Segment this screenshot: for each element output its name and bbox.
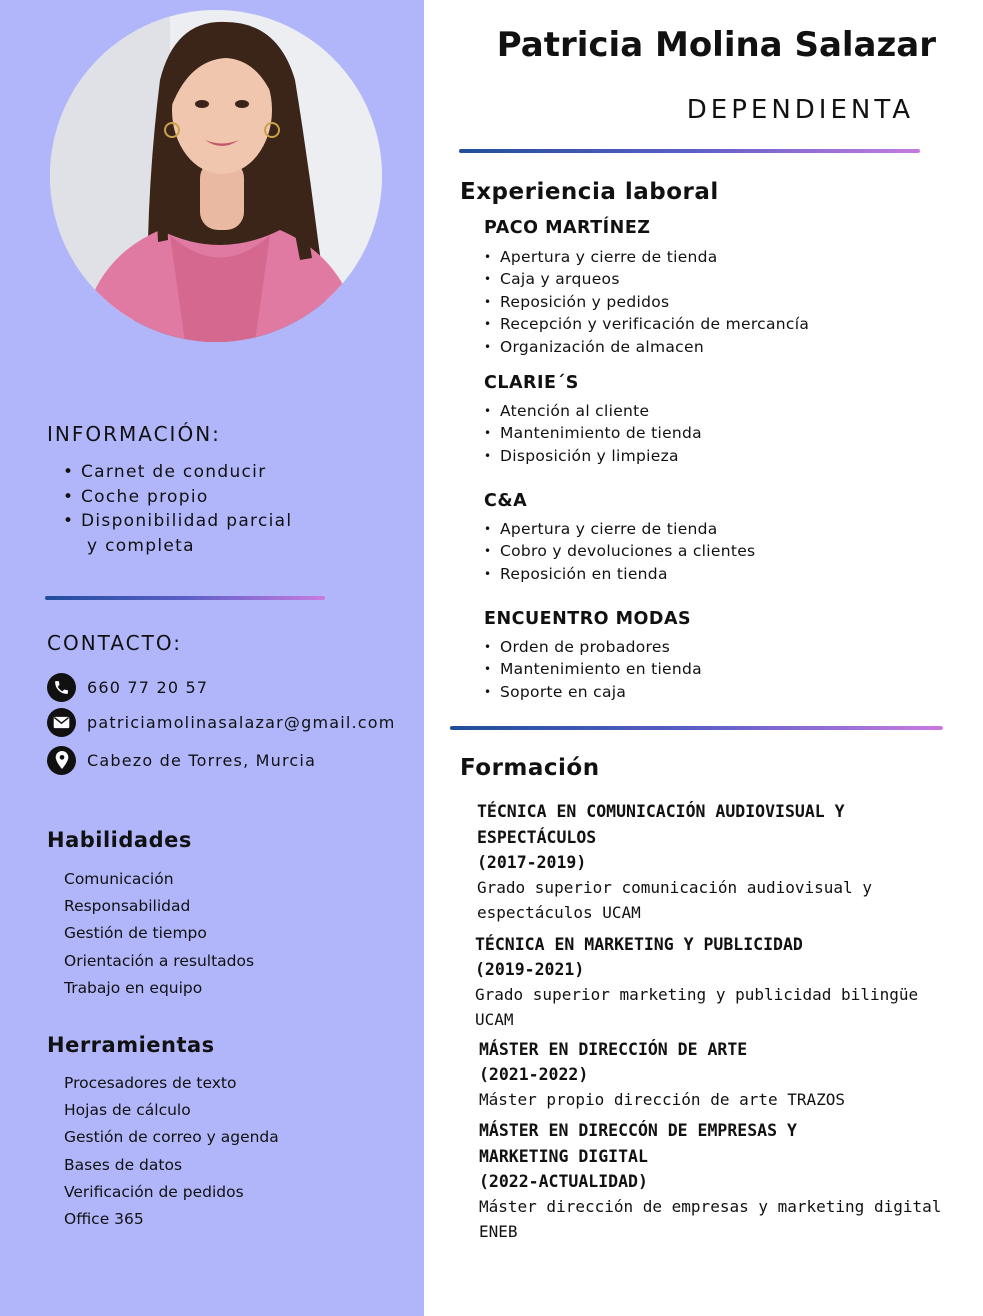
skill-item: Gestión de tiempo: [64, 924, 207, 943]
job-company: ENCUENTRO MODAS: [484, 609, 692, 629]
job-task: • Atención al cliente: [484, 400, 702, 422]
job-task: • Reposición y pedidos: [484, 291, 809, 313]
person-name: Patricia Molina Salazar: [496, 25, 936, 65]
job-task: • Organización de almacen: [484, 336, 809, 358]
job-task: • Orden de probadores: [484, 636, 702, 658]
job-task: • Mantenimiento en tienda: [484, 658, 702, 680]
phone-icon: [47, 673, 76, 702]
contact-location-row: [47, 745, 316, 775]
education-years: (2022-ACTUALIDAD): [479, 1172, 648, 1191]
job-tasks: [484, 246, 809, 358]
education-title: TÉCNICA EN COMUNICACIÓN AUDIOVISUAL Y: [477, 802, 845, 821]
profile-photo: [50, 10, 382, 342]
job-task: • Mantenimiento de tienda: [484, 422, 702, 444]
education-title: MÁSTER EN DIRECCÓN DE EMPRESAS Y: [479, 1121, 797, 1140]
education-heading: Formación: [460, 755, 600, 781]
info-item: • Carnet de conducir: [63, 460, 292, 485]
email-icon: [47, 708, 76, 737]
job-role: DEPENDIENTA: [686, 95, 914, 125]
skills-list: [64, 866, 254, 1002]
skills-heading: Habilidades: [47, 828, 192, 852]
tool-item: Procesadores de texto: [64, 1074, 237, 1092]
sidebar: [0, 0, 424, 1316]
info-heading: INFORMACIÓN:: [47, 422, 221, 446]
job-task: • Reposición en tienda: [484, 563, 755, 585]
info-item: • Coche propio: [63, 485, 292, 510]
education-title: MARKETING DIGITAL: [479, 1147, 648, 1166]
tools-heading: Herramientas: [47, 1033, 215, 1057]
skill-item: Responsabilidad: [64, 897, 191, 916]
education-desc: Grado superior marketing y publicidad bilingüe: [475, 985, 919, 1004]
skill-item: Comunicación: [64, 870, 174, 888]
contact-heading: CONTACTO:: [47, 631, 182, 655]
job-task: • Cobro y devoluciones a clientes: [484, 540, 755, 562]
job-task: • Soporte en caja: [484, 681, 702, 703]
education-years: (2017-2019): [477, 853, 587, 872]
job-tasks: [484, 518, 755, 585]
info-list: [63, 460, 292, 558]
education-years: (2021-2022): [479, 1065, 589, 1084]
education-desc: Grado superior comunicación audiovisual y: [477, 878, 872, 897]
job-company: PACO MARTÍNEZ: [484, 218, 651, 238]
education-desc: ENEB: [479, 1222, 518, 1241]
job-tasks: [484, 636, 702, 703]
education-title: ESPECTÁCULOS: [477, 828, 597, 847]
header-divider: [459, 149, 920, 153]
job-tasks: [484, 400, 702, 467]
skill-item: Trabajo en equipo: [64, 978, 203, 997]
tool-item: Verificación de pedidos: [64, 1182, 244, 1201]
contact-email[interactable]: patriciamolinasalazar@gmail.com: [87, 712, 396, 732]
tool-item: Bases de datos: [64, 1155, 183, 1174]
education-item: [477, 799, 957, 925]
job-company: CLARIE´S: [484, 373, 579, 393]
contact-phone[interactable]: 660 77 20 57: [87, 677, 209, 697]
tool-item: Office 365: [64, 1210, 144, 1229]
job-task: • Disposición y limpieza: [484, 445, 702, 467]
education-item: [479, 1118, 959, 1244]
contact-email-row: [47, 707, 396, 737]
info-item-continuation: y completa: [87, 535, 195, 556]
tool-item: Gestión de correo y agenda: [64, 1128, 279, 1147]
job-task: • Recepción y verificación de mercancía: [484, 313, 809, 335]
job-company: C&A: [484, 491, 528, 511]
education-desc: Máster dirección de empresas y marketing digital: [479, 1197, 942, 1216]
education-title: MÁSTER EN DIRECCIÓN DE ARTE: [479, 1040, 748, 1059]
section-divider: [450, 726, 943, 730]
skill-item: Orientación a resultados: [64, 951, 255, 970]
tool-item: Hojas de cálculo: [64, 1101, 191, 1120]
experience-heading: Experiencia laboral: [460, 179, 719, 205]
education-title: TÉCNICA EN MARKETING Y PUBLICIDAD: [475, 935, 803, 954]
education-desc: espectáculos UCAM: [477, 903, 641, 922]
job-task: • Apertura y cierre de tienda: [484, 246, 809, 268]
education-item: [479, 1037, 959, 1112]
job-task: • Caja y arqueos: [484, 268, 809, 290]
contact-location: Cabezo de Torres, Murcia: [87, 750, 317, 770]
education-desc: UCAM: [475, 1010, 514, 1029]
sidebar-divider: [45, 596, 325, 600]
info-item: • Disponibilidad parcial: [63, 509, 292, 534]
tools-list: [64, 1070, 279, 1233]
location-pin-icon: [47, 746, 76, 775]
education-item: [475, 932, 955, 1032]
education-years: (2019-2021): [475, 960, 585, 979]
contact-phone-row: [47, 672, 208, 702]
job-task: • Apertura y cierre de tienda: [484, 518, 755, 540]
education-desc: Máster propio dirección de arte TRAZOS: [479, 1090, 846, 1109]
